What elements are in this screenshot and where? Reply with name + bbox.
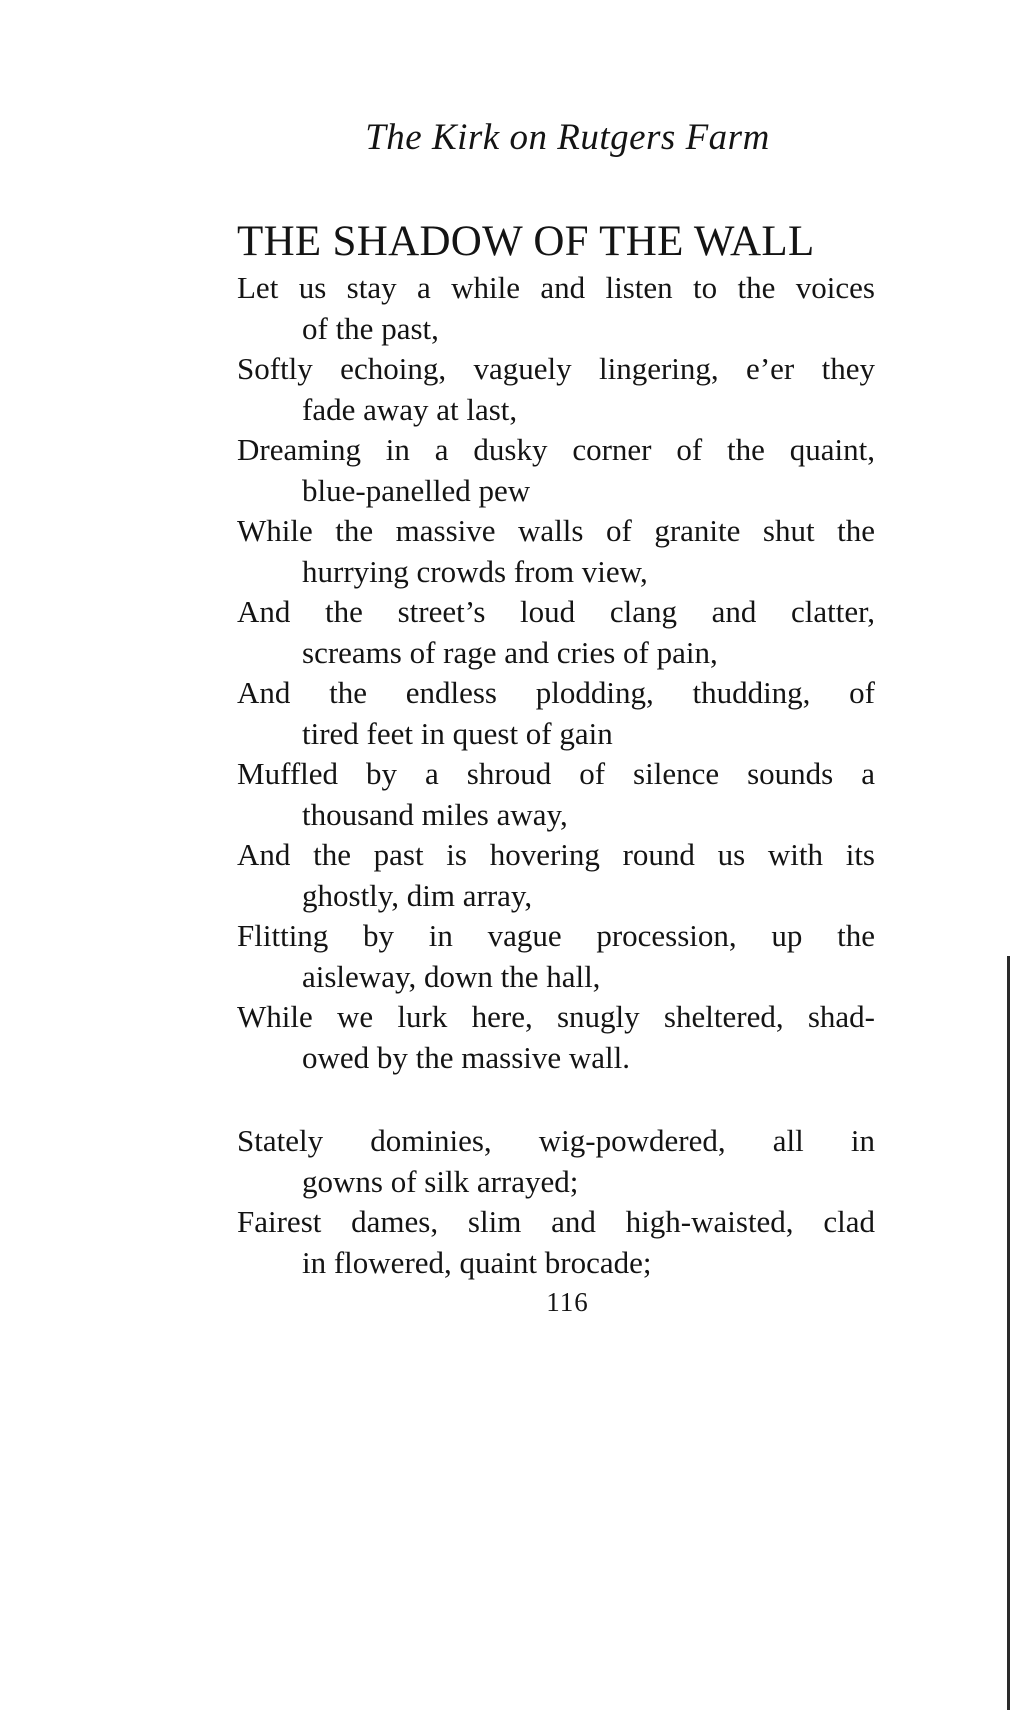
poem-line: Dreaming in a dusky corner of the quaint, blue-panelled pew bbox=[237, 432, 875, 508]
poem-line: While the massive walls of granite shut the hurrying crowds from view, bbox=[237, 513, 875, 589]
poem-line: While we lurk here, snugly sheltered, shad- owed by the massive wall. bbox=[237, 999, 875, 1075]
stanza-1 bbox=[237, 268, 875, 1078]
poem-line: And the endless plodding, thudding, of tired feet in quest of gain bbox=[237, 675, 875, 751]
poem-line: Fairest dames, slim and high-waisted, clad in flowered, quaint brocade; bbox=[237, 1204, 875, 1280]
poem-line: Softly echoing, vaguely lingering, e’er they fade away at last, bbox=[237, 351, 875, 427]
poem-line: Muffled by a shroud of silence sounds a thousand miles away, bbox=[237, 756, 875, 832]
poem-line: Stately dominies, wig-powdered, all in gowns of silk arrayed; bbox=[237, 1123, 875, 1199]
page-edge-line bbox=[1007, 956, 1010, 1710]
page-number: 116 bbox=[546, 1287, 589, 1317]
poem-line: And the past is hovering round us with its ghostly, dim array, bbox=[237, 837, 875, 913]
running-head: The Kirk on Rutgers Farm bbox=[365, 117, 770, 158]
poem-line: Flitting by in vague procession, up the aisleway, down the hall, bbox=[237, 918, 875, 994]
poem-title: THE SHADOW OF THE WALL bbox=[237, 218, 815, 265]
poem-line: And the street’s loud clang and clatter, screams of rage and cries of pain, bbox=[237, 594, 875, 670]
poem-line: Let us stay a while and listen to the voices of the past, bbox=[237, 270, 875, 346]
stanza-2 bbox=[237, 1121, 875, 1283]
